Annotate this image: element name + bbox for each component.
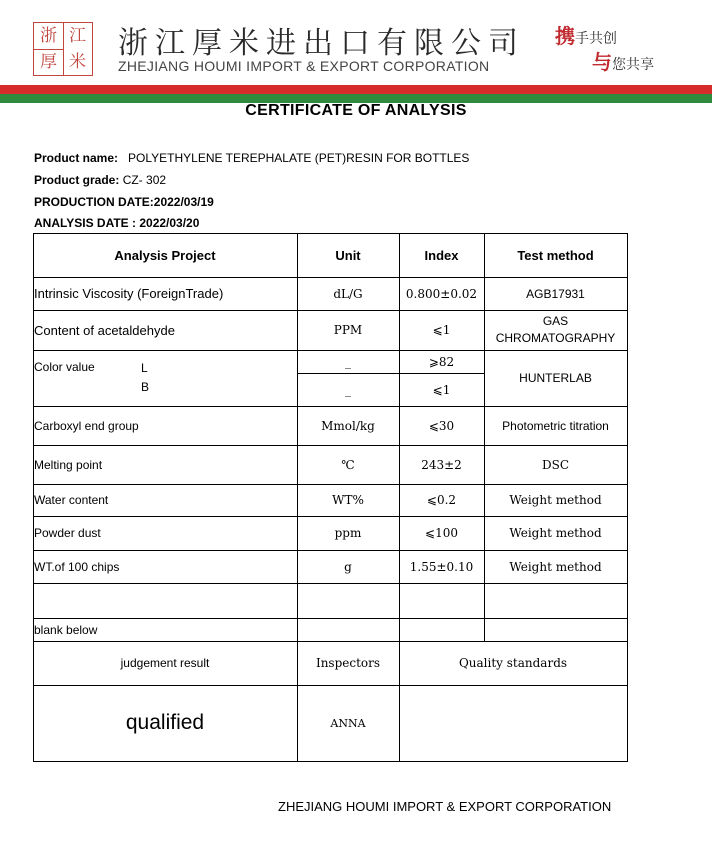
table-row-project: Intrinsic Viscosity (ForeignTrade) <box>34 286 224 301</box>
table-row-unit: ppm <box>334 526 362 540</box>
table-row-method: HUNTERLAB <box>519 371 592 385</box>
color-value-b-label: B <box>141 380 150 394</box>
blank-below-note: blank below <box>34 622 98 637</box>
product-grade: Product grade: CZ- 302 <box>34 173 167 187</box>
color-value-l-label: L <box>141 361 148 375</box>
header-stripe-red <box>0 85 712 94</box>
table-row-project: Melting point <box>34 457 103 472</box>
inspector-name: ANNA <box>330 716 366 730</box>
slogan-line-2: 与您共享 <box>592 50 654 74</box>
header-unit: Unit <box>335 247 361 263</box>
judgement-result-value: qualified <box>125 711 205 734</box>
table-row-unit: _ <box>345 382 351 397</box>
table-row-unit: dL/G <box>333 286 363 301</box>
table-row-index: ⩾82 <box>428 354 455 369</box>
company-logo <box>33 22 93 76</box>
table-row-index: 243±2 <box>421 457 462 472</box>
table-row-unit: _ <box>345 354 351 369</box>
company-name-en: ZHEJIANG HOUMI IMPORT & EXPORT CORPORATION <box>118 58 490 74</box>
logo-char: 浙 <box>40 26 57 46</box>
table-row-project: WT.of 100 chips <box>34 559 120 574</box>
table-row-method: Weight method <box>509 526 602 540</box>
page-title: CERTIFICATE OF ANALYSIS <box>245 102 467 119</box>
logo-char: 厚 <box>40 52 57 72</box>
header-test-method: Test method <box>517 247 594 263</box>
table-row-unit: g <box>344 559 352 574</box>
logo-char: 米 <box>69 52 86 72</box>
table-row-method: DSC <box>541 457 570 472</box>
table-row-project: Content of acetaldehyde <box>34 322 175 338</box>
header-index: Index <box>424 247 459 263</box>
table-row-index: ⩽100 <box>425 526 458 540</box>
table-row-project: Powder dust <box>34 526 101 540</box>
header-analysis-project: Analysis Project <box>114 247 216 263</box>
analysis-date: ANALYSIS DATE : 2022/03/20 <box>34 216 200 230</box>
table-row-index: ⩽0.2 <box>426 493 457 507</box>
table-row-index: ⩽30 <box>428 418 455 433</box>
quality-standards-label: Quality standards <box>458 656 568 670</box>
slogan-line-1: 携手共创 <box>555 24 617 48</box>
logo-char: 江 <box>69 26 86 46</box>
company-name-cn: 浙江厚米进出口有限公司 <box>118 26 525 61</box>
table-row-method: Weight method <box>509 559 602 574</box>
table-row-unit: WT% <box>332 493 364 507</box>
product-name: Product name: POLYETHYLENE TEREPHALATE (PET)RESIN FOR BOTTLES <box>34 151 470 165</box>
judgement-result-label: judgement result <box>120 656 210 670</box>
table-row-index: 0.800±0.02 <box>405 286 478 301</box>
table-row-index: ⩽1 <box>432 382 451 397</box>
inspectors-label: Inspectors <box>315 656 381 670</box>
production-date: PRODUCTION DATE:2022/03/19 <box>34 195 214 209</box>
table-row-unit: PPM <box>333 323 363 337</box>
table-row-method: Weight method <box>509 493 602 507</box>
table-row-unit: Mmol/kg <box>321 418 375 433</box>
table-row-index: ⩽1 <box>432 323 451 337</box>
table-row-method: AGB17931 <box>526 286 585 301</box>
table-row-project: Carboxyl end group <box>34 418 139 433</box>
table-row-project: Water content <box>34 493 109 507</box>
analysis-table <box>33 233 628 762</box>
table-row-method: Photometric titration <box>502 418 609 433</box>
table-row-project: Color value <box>34 360 95 374</box>
table-row-unit: ℃ <box>341 457 355 472</box>
footer-company-name: ZHEJIANG HOUMI IMPORT & EXPORT CORPORATION <box>278 799 612 814</box>
table-row-method: GAS CHROMATOGRAPHY <box>495 314 616 345</box>
table-row-index: 1.55±0.10 <box>409 559 474 574</box>
